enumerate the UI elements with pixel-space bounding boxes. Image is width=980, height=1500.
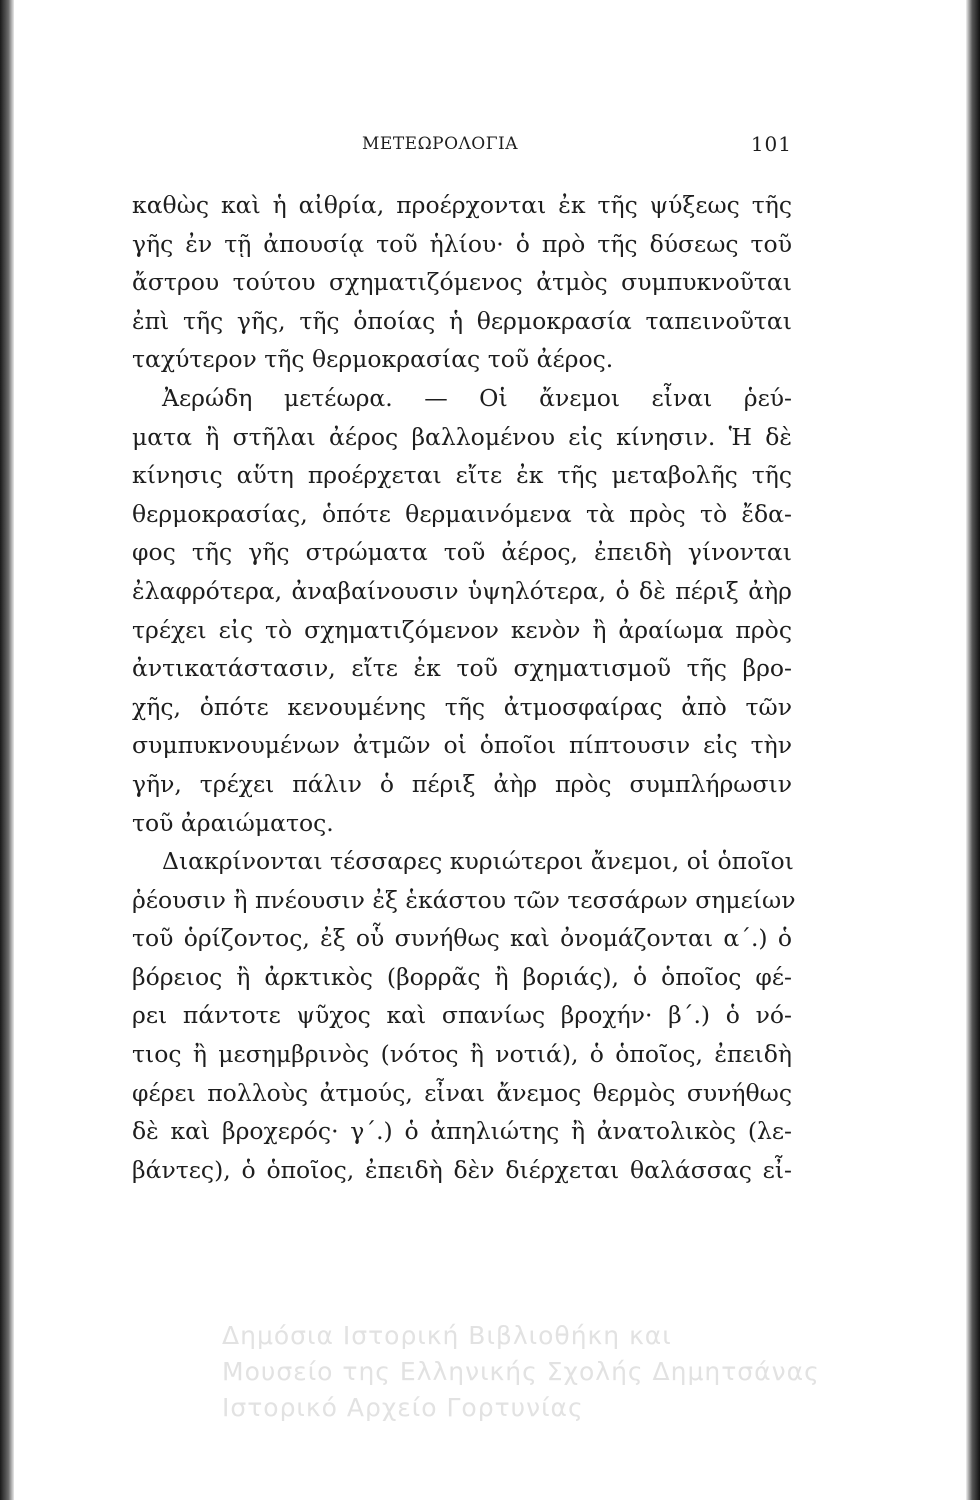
section-heading-line: Ἀερώδη μετέωρα. — Οἱ ἄνεμοι εἶναι ῥεύ- [162,383,792,412]
text-line: τοῦ ὁρίζοντος, ἐξ οὗ συνήθως καὶ ὀνομάζονται α΄.) ὁ [132,924,792,953]
text-line: γῆν, τρέχει πάλιν ὁ πέριξ ἀὴρ πρὸς συμπλήρωσιν [132,769,792,798]
page-header [132,120,792,160]
text-line: φέρει πολλοὺς ἀτμούς, εἶναι ἄνεμος θερμὸς συνήθως [132,1078,792,1107]
text-line: βάντες), ὁ ὁποῖος, ἐπειδὴ δὲν διέρχεται θαλάσσας εἶ- [132,1155,792,1184]
text-line: συμπυκνουμένων ἀτμῶν οἱ ὁποῖοι πίπτουσιν εἰς τὴν [132,731,792,760]
text-line: ματα ἢ στῆλαι ἀέρος βαλλομένου εἰς κίνησιν. Ἡ δὲ [132,422,792,451]
text-line: ἄστρου τούτου σχηματιζόμενος ἀτμὸς συμπυκνοῦται [132,268,792,297]
text-line: βόρειος ἢ ἀρκτικὸς (βορρᾶς ἢ βοριάς), ὁ ὁποῖος φέ- [132,962,792,991]
running-title: ΜΕΤΕΩΡΟΛΟΓΙΑ [362,134,519,154]
scan-left-edge [0,0,14,1500]
text-line: τοῦ ἀραιώματος. [132,808,334,837]
watermark-line: Δημόσια Ιστορική Βιβλιοθήκη και [222,1321,672,1350]
text-line: γῆς ἐν τῇ ἀπουσίᾳ τοῦ ἡλίου· ὁ πρὸ τῆς δύσεως τοῦ [132,229,792,258]
book-page [132,120,796,1189]
text-line: τρέχει εἰς τὸ σχηματιζόμενον κενὸν ἢ ἀραίωμα πρὸς [132,615,792,644]
text-line: ἀντικατάστασιν, εἴτε ἐκ τοῦ σχηματισμοῦ τῆς βρο- [132,654,792,683]
text-line: ρει πάντοτε ψῦχος καὶ σπανίως βροχήν· β΄.) ὁ νό- [132,1001,792,1030]
text-line: δὲ καὶ βροχερός· γ΄.) ὁ ἀπηλιώτης ἢ ἀνατολικὸς (λε- [132,1117,792,1146]
text-line: ταχύτερον τῆς θερμοκρασίας τοῦ ἀέρος. [132,345,614,374]
text-line: χῆς, ὁπότε κενουμένης τῆς ἀτμοσφαίρας ἀπὸ τῶν [132,692,792,721]
page-number: 101 [750,132,792,156]
text-line: κίνησις αὕτη προέρχεται εἴτε ἐκ τῆς μεταβολῆς τῆς [132,461,792,490]
library-watermark [222,1318,942,1426]
body-text [132,186,796,1189]
text-line: καθὼς καὶ ἡ αἰθρία, προέρχονται ἐκ τῆς ψύξεως τῆς [132,191,792,219]
text-line: θερμοκρασίας, ὁπότε θερμαινόμενα τὰ πρὸς τὸ ἔδα- [132,499,792,528]
text-line: ἐπὶ τῆς γῆς, τῆς ὁποίας ἡ θερμοκρασία ταπεινοῦται [132,306,792,335]
watermark-line: Ιστορικό Αρχείο Γορτυνίας [222,1393,584,1422]
text-line: Διακρίνονται τέσσαρες κυριώτεροι ἄνεμοι, οἱ ὁποῖοι [162,847,794,876]
text-line: φος τῆς γῆς στρώματα τοῦ ἀέρος, ἐπειδὴ γίνονται [132,538,792,567]
scan-right-edge [966,0,980,1500]
text-line: ῥέουσιν ἢ πνέουσιν ἐξ ἑκάστου τῶν τεσσάρων σημείων [132,885,796,914]
text-line: τιος ἢ μεσημβρινὸς (νότος ἢ νοτιά), ὁ ὁποῖος, ἐπειδὴ [132,1040,792,1069]
watermark-line: Μουσείο της Ελληνικής Σχολής Δημητσάνας [222,1357,820,1386]
text-line: ἐλαφρότερα, ἀναβαίνουσιν ὑψηλότερα, ὁ δὲ πέριξ ἀὴρ [132,576,792,605]
